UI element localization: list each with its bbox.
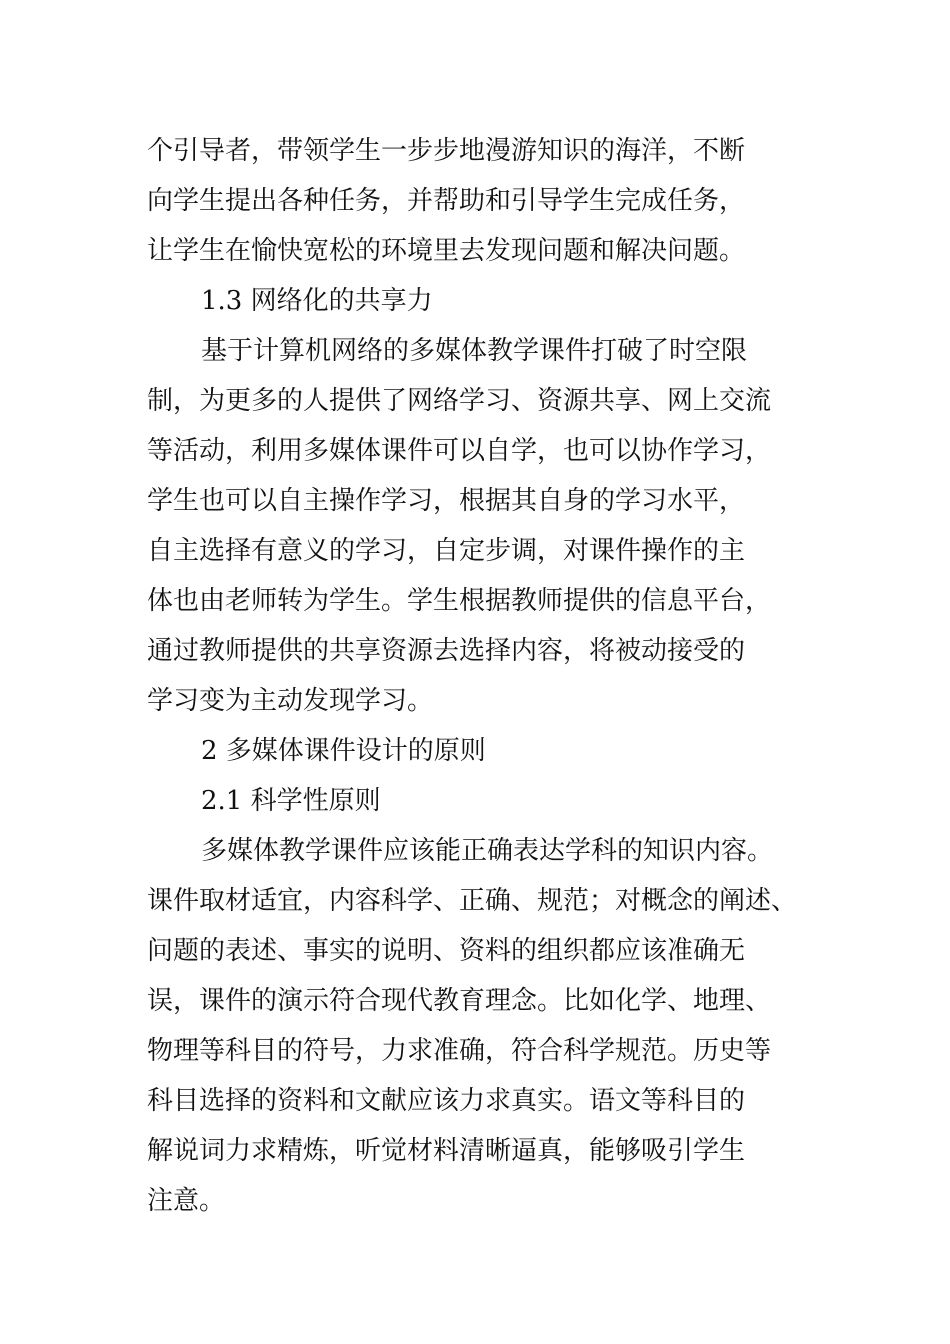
text-line: 通过教师提供的共享资源去选择内容，将被动接受的 [147, 636, 746, 666]
text-line: 学习变为主动发现学习。 [147, 686, 434, 716]
text-line: 等活动，利用多媒体课件可以自学，也可以协作学习， [147, 436, 772, 466]
section-heading: 1.3 网络化的共享力 [201, 286, 433, 316]
text-line: 问题的表述、事实的说明、资料的组织都应该准确无 [147, 936, 746, 966]
text-line: 物理等科目的符号，力求准确，符合科学规范。历史等 [147, 1036, 772, 1066]
text-line: 体也由老师转为学生。学生根据教师提供的信息平台， [147, 586, 772, 616]
body-text [147, 126, 827, 1226]
text-line: 让学生在愉快宽松的环境里去发现问题和解决问题。 [147, 236, 746, 266]
section-heading: 2 多媒体课件设计的原则 [201, 736, 486, 766]
text-line: 误，课件的演示符合现代教育理念。比如化学、地理、 [147, 986, 772, 1016]
text-line: 多媒体教学课件应该能正确表达学科的知识内容。 [201, 836, 774, 866]
text-line: 基于计算机网络的多媒体教学课件打破了时空限 [201, 336, 748, 366]
text-line: 注意。 [147, 1186, 226, 1216]
text-line: 解说词力求精炼，听觉材料清晰逼真，能够吸引学生 [147, 1136, 746, 1166]
subsection-heading: 2.1 科学性原则 [201, 786, 381, 816]
text-line: 课件取材适宜，内容科学、正确、规范；对概念的阐述、 [147, 886, 798, 916]
text-line: 制，为更多的人提供了网络学习、资源共享、网上交流 [147, 386, 772, 416]
text-line: 学生也可以自主操作学习，根据其自身的学习水平， [147, 486, 746, 516]
text-line: 科目选择的资料和文献应该力求真实。语文等科目的 [147, 1086, 746, 1116]
text-line: 自主选择有意义的学习，自定步调，对课件操作的主 [147, 536, 746, 566]
text-line: 向学生提出各种任务，并帮助和引导学生完成任务， [147, 186, 746, 216]
text-line: 个引导者，带领学生一步步地漫游知识的海洋，不断 [147, 136, 746, 166]
